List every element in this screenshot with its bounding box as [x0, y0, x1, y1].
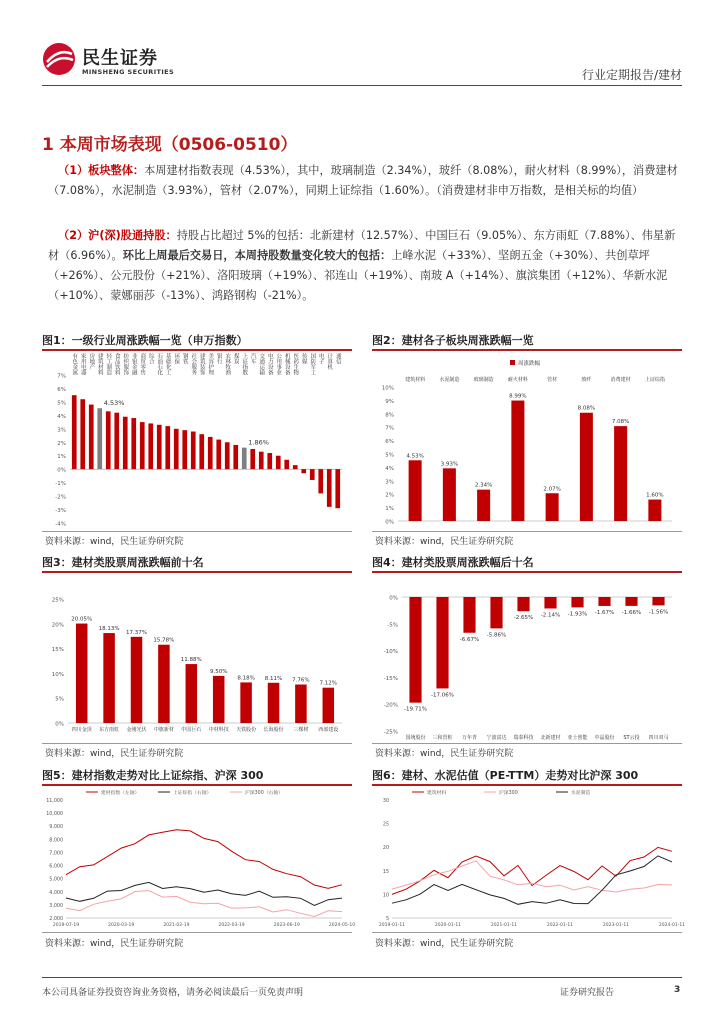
y-tick-label: 3% [57, 427, 66, 434]
bar [323, 688, 335, 723]
y-tick-label: -20% [383, 702, 398, 709]
bar [131, 418, 136, 469]
x-tick-label: 2022-01-11 [546, 923, 574, 928]
bar [199, 434, 204, 469]
data-label: 8.18% [237, 675, 255, 682]
category-label: 家用电器 [79, 353, 86, 375]
category-label: 机械设备 [283, 353, 290, 375]
category-label: 汽车 [249, 353, 256, 364]
data-label: 7.08% [611, 419, 630, 426]
fig5-bottom-rule [42, 932, 352, 933]
bar [614, 426, 627, 521]
legend-label: 建材指数（左轴） [101, 791, 140, 796]
x-tick-label: 2024-05-10 [328, 923, 356, 928]
category-label: 钢铁 [181, 353, 188, 364]
legend-label: 上证综指（右轴） [173, 791, 212, 796]
y-tick-label: 2% [385, 492, 394, 499]
y-tick-label: 7,000 [49, 851, 63, 857]
series-line-3 [392, 856, 672, 904]
fig4-title: 图4：建材类股票周涨跌幅后十名 [372, 556, 534, 569]
fig6-source: 资料来源：wind，民生证券研究院 [375, 939, 514, 949]
fig1-chart [42, 351, 352, 531]
category-label: 交通运输 [258, 353, 265, 375]
legend-label: 水泥制造 [571, 791, 591, 796]
paragraph-northbound [48, 226, 680, 306]
bar [598, 597, 610, 606]
data-label: 2.07% [543, 486, 561, 493]
category-label: 中旗新材 [153, 727, 174, 733]
data-label: -1.56% [648, 609, 669, 616]
x-tick-label: 2019-07-19 [52, 923, 80, 928]
bar [250, 449, 255, 469]
y-tick-label: 9% [385, 398, 394, 405]
fig4-source: 资料来源：wind，民生证券研究院 [375, 749, 514, 759]
bar [652, 597, 664, 605]
y-tick-label: 10,000 [46, 812, 63, 818]
category-label: 消费建材 [610, 377, 631, 383]
bar [106, 411, 111, 469]
category-label: 万年青 [461, 735, 478, 741]
y-tick-label: 5,000 [49, 877, 63, 883]
fig3-title: 图3：建材类股票周涨跌幅前十名 [42, 556, 204, 569]
category-label: 耐火材料 [507, 377, 528, 383]
category-label: 社会服务 [190, 353, 197, 375]
y-tick-label: -4% [55, 521, 66, 528]
bar [233, 445, 238, 469]
footer-disclaimer: 本公司具备证券投资咨询业务资格，请务必阅读最后一页免责声明 [42, 988, 304, 998]
category-label: 有色金属 [71, 353, 78, 375]
y-tick-label: 7% [57, 373, 66, 380]
x-tick-label: 2024-01-11 [658, 923, 686, 928]
category-label: 建筑装饰 [198, 353, 205, 375]
category-label: 农林牧渔 [224, 353, 231, 375]
fig2-bottom-rule [372, 531, 682, 532]
page-number: 3 [674, 985, 681, 995]
category-label: 银行 [215, 353, 222, 364]
bar [580, 413, 593, 521]
bar [174, 429, 179, 469]
data-label: -2.65% [513, 615, 534, 622]
paragraph-text: 持股占比超过 5%的包括：北新建材（12.57%）、中国巨石（9.05%）、东方雨虹（7.88%）、伟星新材（6.96%）。 [48, 229, 676, 262]
y-tick-label: 6% [57, 386, 66, 393]
category-label: 四川双马 [648, 735, 669, 741]
category-label: 美容护理 [207, 353, 214, 375]
y-tick-label: 10% [381, 385, 394, 392]
category-label: 玻璃制造 [473, 377, 494, 383]
report-type: 行业定期报告/建材 [581, 68, 682, 82]
fig5-chart [42, 786, 356, 932]
y-tick-label: 1% [385, 506, 394, 513]
category-label: 煤炭 [232, 353, 239, 364]
bar [72, 395, 77, 469]
bar [571, 597, 583, 607]
bar [213, 676, 225, 723]
category-label: 公用事业 [275, 353, 282, 375]
category-label: 国统股份 [405, 735, 426, 741]
bar [216, 440, 221, 470]
paragraph-text-bold: 环比上周最后交易日，本周持股数量变化较大的包括： [122, 249, 392, 262]
bar [284, 460, 289, 469]
data-label: 9.50% [209, 668, 228, 675]
bar [242, 448, 247, 470]
bar [327, 469, 332, 507]
bar [267, 453, 272, 469]
category-label: 宁波富达 [486, 735, 507, 741]
data-label: 1.86% [248, 438, 269, 447]
y-tick-label: 7% [385, 425, 394, 432]
fig2-title: 图2：建材各子板块周涨跌幅一览 [372, 334, 534, 347]
bar [123, 417, 128, 469]
y-tick-label: 4% [57, 413, 66, 420]
fig4-chart [372, 573, 682, 743]
bar [240, 682, 252, 723]
bar [114, 413, 119, 470]
category-label: 三棵树 [293, 727, 309, 733]
page-header [42, 30, 682, 90]
bar [97, 408, 102, 469]
y-tick-label: 15% [51, 647, 64, 654]
category-label: 中材科技 [208, 727, 229, 733]
category-label: 金刚光伏 [126, 727, 147, 733]
bar [225, 442, 230, 469]
fig6-chart [372, 786, 686, 932]
fig3-source: 资料来源：wind，民生证券研究院 [45, 749, 184, 759]
y-tick-label: 2,000 [49, 917, 63, 922]
bar [409, 597, 421, 703]
category-label: 食品饮料 [113, 353, 120, 375]
category-label: 轻工制造 [105, 353, 112, 375]
data-label: 20.05% [71, 616, 93, 623]
y-tick-label: -10% [383, 649, 398, 656]
category-label: 长海股份 [263, 727, 284, 733]
legend-swatch [510, 360, 515, 365]
fig1-bottom-rule [42, 531, 352, 532]
category-label: 环保 [173, 353, 180, 364]
y-tick-label: 2% [57, 440, 66, 447]
category-label: 综合 [147, 353, 154, 364]
y-tick-label: 3,000 [49, 903, 63, 909]
data-label: 4.53% [406, 453, 424, 460]
data-label: -1.93% [567, 611, 588, 618]
y-tick-label: 5 [385, 917, 389, 922]
data-label: 3.93% [440, 461, 459, 468]
category-label: ST云投 [623, 735, 640, 741]
bar [80, 399, 85, 469]
category-label: 西部建设 [318, 727, 339, 733]
data-label: -5.86% [486, 632, 507, 639]
x-tick-label: 2021-02-19 [163, 923, 190, 928]
bar [436, 597, 448, 688]
bar [103, 633, 115, 723]
bar [477, 490, 490, 521]
x-tick-label: 2020-01-11 [434, 923, 462, 928]
bar [268, 683, 280, 723]
y-tick-label: 10% [51, 671, 64, 678]
bar [310, 469, 315, 480]
category-label: 上证综指 [644, 377, 665, 383]
y-tick-label: 5% [55, 696, 64, 703]
y-tick-label: 4% [385, 465, 394, 472]
data-label: 18.13% [98, 626, 120, 633]
paragraph-text: 本周建材指数表现（4.53%），其中，玻璃制造（2.34%），玻纤（8.08%），耐火材料（8.99%），消费建材（7.08%），水泥制造（3.93%），管材（2.07%），同期上证综指（1.60%）。（消费建材非申万指数，是相关标的均值） [48, 164, 678, 197]
bar [511, 401, 524, 521]
y-tick-label: 5% [385, 452, 394, 459]
y-tick-label: 8% [385, 412, 394, 419]
category-label: 电子 [317, 353, 324, 364]
y-tick-label: -15% [383, 675, 398, 682]
bar [148, 423, 153, 469]
y-tick-label: 0% [389, 595, 398, 602]
series-line-2 [66, 882, 342, 905]
category-label: 水泥制造 [439, 377, 460, 383]
bar [208, 437, 213, 469]
y-tick-label: 8,000 [49, 838, 63, 844]
data-label: -17.06% [431, 692, 454, 699]
data-label: 4.53% [103, 399, 125, 408]
y-tick-label: -1% [55, 481, 66, 488]
category-label: 石油石化 [156, 353, 163, 375]
y-tick-label: 3% [385, 479, 394, 486]
legend-label: 周涨跌幅 [518, 361, 541, 367]
y-tick-label: -25% [383, 729, 398, 736]
fig3-chart [42, 573, 352, 743]
y-tick-label: 10 [382, 893, 389, 899]
fig4-bottom-rule [372, 743, 682, 744]
y-tick-label: 5% [57, 400, 66, 407]
category-label: 房地产 [88, 353, 95, 370]
bar [625, 597, 637, 606]
paragraph-text: 上峰水泥（+33%）、坚朗五金（+30%）、共创草坪（+26%）、公元股份（+21%）、洛阳玻璃（+19%）、祁连山（+19%）、南玻 A（+14%）、旗滨集团（+12%）、华新水泥（+10%）、蒙娜丽莎（-13%）、鸿路钢构（-21%）。 [48, 249, 668, 302]
minsheng-logo-icon [42, 42, 76, 76]
category-label: 上证指数 [241, 353, 248, 375]
y-tick-label: 25 [382, 822, 389, 828]
data-label: 8.99% [509, 393, 527, 400]
category-label: 通信 [334, 353, 341, 364]
category-label: 三和管桩 [432, 735, 453, 741]
y-tick-label: 0% [385, 519, 394, 526]
data-label: -1.66% [621, 609, 642, 616]
legend-label: 沪深300（右轴） [245, 791, 283, 796]
data-label: -6.67% [459, 636, 480, 643]
footer-divider [42, 977, 682, 978]
bar [335, 469, 340, 508]
bar [186, 664, 198, 723]
fig3-bottom-rule [42, 743, 352, 744]
category-label: 商贸零售 [139, 353, 146, 375]
paragraph-sector [48, 161, 680, 201]
bar [182, 430, 187, 469]
category-label: 管材 [547, 377, 558, 383]
y-tick-label: 4,000 [49, 890, 63, 896]
data-label: 7.12% [319, 680, 338, 687]
data-label: -2.14% [540, 612, 561, 619]
fig5-source: 资料来源：wind，民生证券研究院 [45, 939, 184, 949]
data-label: 7.76% [292, 677, 310, 684]
bar [131, 637, 143, 723]
bar [191, 432, 196, 470]
category-label: 天铁股份 [236, 727, 257, 733]
bar [76, 624, 88, 723]
y-tick-label: 15 [382, 869, 389, 875]
category-label: 非银金融 [130, 353, 137, 375]
x-tick-label: 2021-01-11 [490, 923, 518, 928]
bar [409, 460, 422, 521]
x-tick-label: 2023-01-11 [602, 923, 630, 928]
category-label: 纺织服饰 [122, 353, 129, 375]
footer-report-label: 证券研究报告 [560, 988, 615, 998]
fig1-source: 资料来源：wind，民生证券研究院 [45, 537, 184, 547]
fig2-chart [372, 351, 682, 531]
y-tick-label: 1% [57, 454, 66, 461]
y-tick-label: 6% [385, 439, 394, 446]
fig6-bottom-rule [372, 932, 682, 933]
bar [546, 493, 559, 521]
x-tick-label: 2023-06-19 [273, 923, 300, 928]
category-label: 医药生物 [292, 353, 299, 375]
paragraph-label: （1）板块整体： [58, 164, 145, 177]
bar [276, 456, 281, 469]
category-label: 亚士创能 [567, 735, 588, 741]
paragraph-label: （2）沪(深)股通持股： [58, 229, 177, 242]
y-tick-label: -5% [387, 622, 398, 629]
bar [544, 597, 556, 608]
category-label: 中国巨石 [181, 727, 202, 733]
y-tick-label: 0% [57, 467, 66, 474]
data-label: 11.88% [180, 657, 202, 664]
category-label: 计算机 [326, 353, 333, 370]
category-label: 东方雨虹 [99, 727, 120, 733]
y-tick-label: 20% [51, 622, 64, 629]
y-tick-label: 30 [382, 799, 389, 804]
y-tick-label: 25% [51, 597, 64, 604]
x-tick-label: 2020-03-19 [108, 923, 135, 928]
series-line-1 [66, 830, 342, 889]
category-label: 建筑材料 [96, 353, 103, 375]
legend-label: 沪深300 [499, 791, 518, 796]
series-line-3 [66, 891, 342, 917]
bar [295, 685, 307, 723]
bar [165, 426, 170, 469]
bar [443, 468, 456, 521]
category-label: 基础化工 [164, 353, 171, 375]
x-tick-label: 2022-03-19 [218, 923, 245, 928]
bar [463, 597, 475, 633]
legend-label: 建筑材料 [427, 791, 447, 796]
fig5-title: 图5：建材指数走势对比上证综指、沪深 300 [42, 769, 264, 782]
y-tick-label: 20 [382, 846, 389, 852]
category-label: 电力设备 [266, 353, 273, 375]
bar [648, 500, 661, 521]
data-label: 8.08% [577, 405, 596, 412]
category-label: 瑞泰科技 [513, 735, 534, 741]
data-label: -19.71% [404, 706, 427, 713]
logo-text-en: MINSHENG SECURITIES [82, 68, 175, 76]
data-label: -1.67% [594, 609, 615, 616]
bar [490, 597, 502, 628]
category-label: 建筑材料 [405, 377, 426, 383]
bar [140, 422, 145, 469]
section-title: 1 本周市场表现（0506-0510） [42, 135, 298, 155]
category-label: 玻纤 [581, 377, 592, 383]
bar [89, 405, 94, 470]
y-tick-label: -2% [55, 494, 66, 501]
x-tick-label: 2019-01-11 [378, 923, 406, 928]
y-tick-label: -3% [55, 508, 66, 515]
data-label: 2.34% [474, 482, 493, 489]
header-divider [42, 85, 682, 86]
bar [318, 469, 323, 493]
logo-text-cn: 民生证券 [82, 48, 158, 69]
data-label: 15.78% [153, 637, 175, 644]
y-tick-label: 6,000 [49, 864, 63, 870]
bar [259, 452, 264, 469]
y-tick-label: 0% [55, 721, 64, 728]
category-label: 传媒 [300, 353, 307, 364]
bar [158, 645, 170, 723]
y-tick-label: 11,000 [46, 799, 63, 804]
fig1-title: 图1：一级行业周涨跌幅一览（申万指数） [42, 334, 248, 347]
data-label: 8.11% [264, 675, 283, 682]
bar [301, 469, 306, 473]
category-label: 中晶股份 [594, 735, 615, 741]
category-label: 北新建材 [540, 735, 561, 741]
fig6-title: 图6：建材、水泥估值（PE-TTM）走势对比沪深 300 [372, 769, 639, 782]
bar [517, 597, 529, 611]
data-label: 17.37% [126, 629, 147, 636]
category-label: 四川金顶 [71, 727, 92, 733]
category-label: 国防军工 [309, 353, 316, 375]
data-label: 1.60% [646, 492, 664, 499]
bar [157, 425, 162, 469]
fig2-source: 资料来源：wind，民生证券研究院 [375, 537, 514, 547]
bar [293, 465, 298, 469]
y-tick-label: 9,000 [49, 825, 63, 831]
series-line-2 [392, 861, 672, 892]
